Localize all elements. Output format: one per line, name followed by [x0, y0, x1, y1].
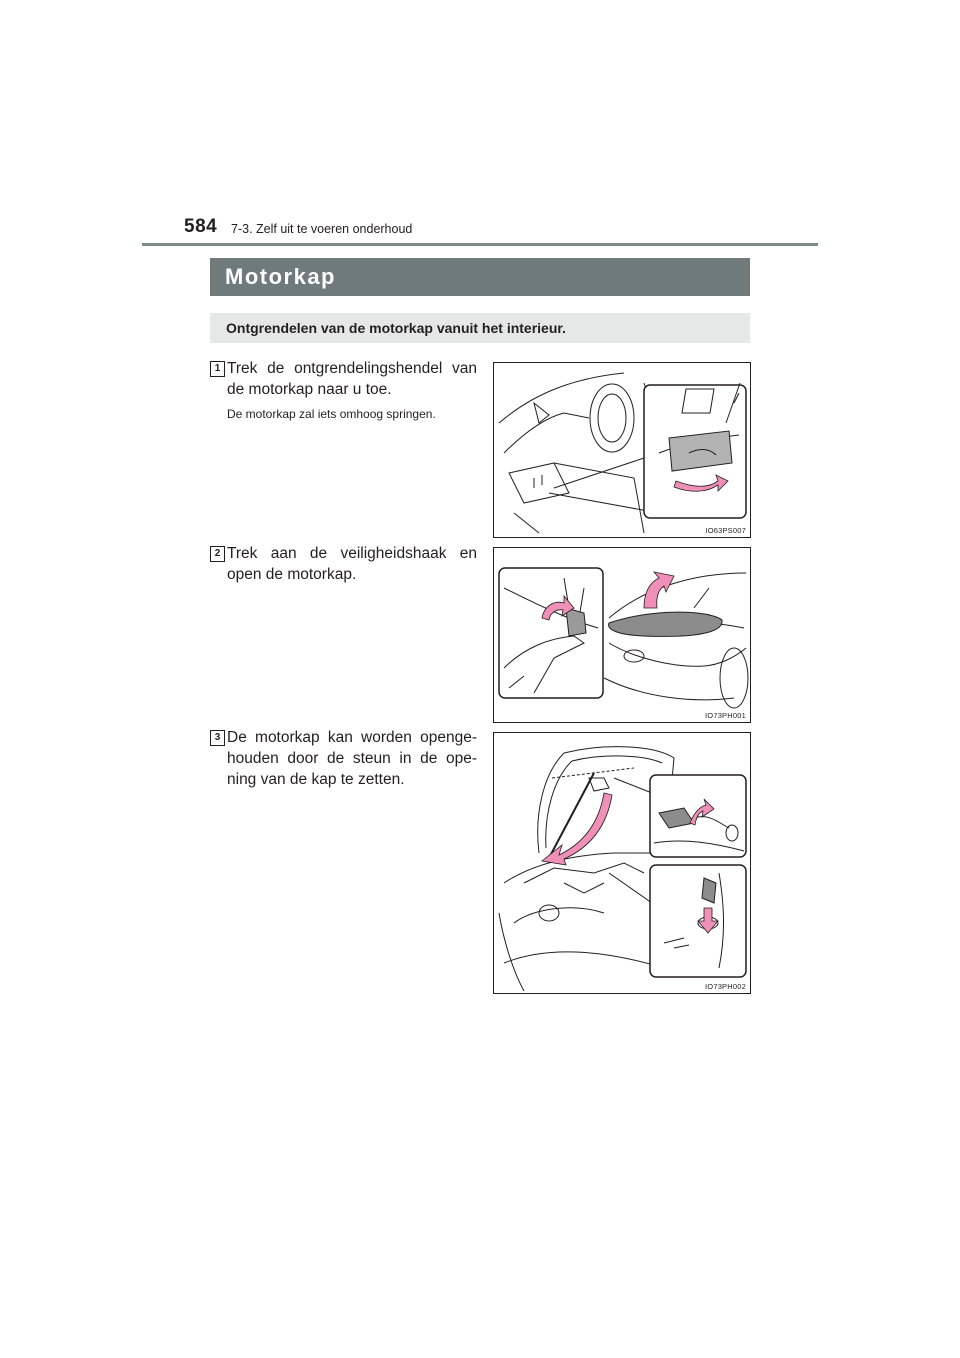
- title-bar: [210, 258, 750, 296]
- step-text-1: Trek de ontgrendelingshendel van de motorkap naar u toe.: [227, 360, 477, 398]
- step-text-2: Trek aan de veiligheidshaak en open de motorkap.: [227, 545, 477, 583]
- figure-code-2: IO73PH001: [705, 711, 746, 720]
- step-number-3: 3: [210, 730, 225, 746]
- step-text-3: De motorkap kan worden openge-houden door de steun in de ope-ning van de kap te zetten.: [227, 729, 477, 788]
- step-note-1: De motorkap zal iets omhoog springen.: [227, 407, 436, 421]
- figure-hood-support-rod: [493, 732, 751, 994]
- section-title: 7-3. Zelf uit te voeren onderhoud: [231, 222, 413, 236]
- page-number: 584: [184, 216, 218, 237]
- page-title: Motorkap: [225, 264, 336, 289]
- header-rule: [142, 243, 818, 246]
- figure-safety-catch: [493, 547, 751, 723]
- subtitle-bar: [210, 313, 750, 343]
- step-number-2: 2: [210, 546, 225, 562]
- step-number-1: 1: [210, 361, 225, 377]
- figure-code-1: IO63PS007: [705, 526, 746, 535]
- figure-code-3: IO73PH002: [705, 982, 746, 991]
- figure-hood-release-lever: [493, 362, 751, 538]
- subtitle: Ontgrendelen van de motorkap vanuit het interieur.: [226, 320, 566, 336]
